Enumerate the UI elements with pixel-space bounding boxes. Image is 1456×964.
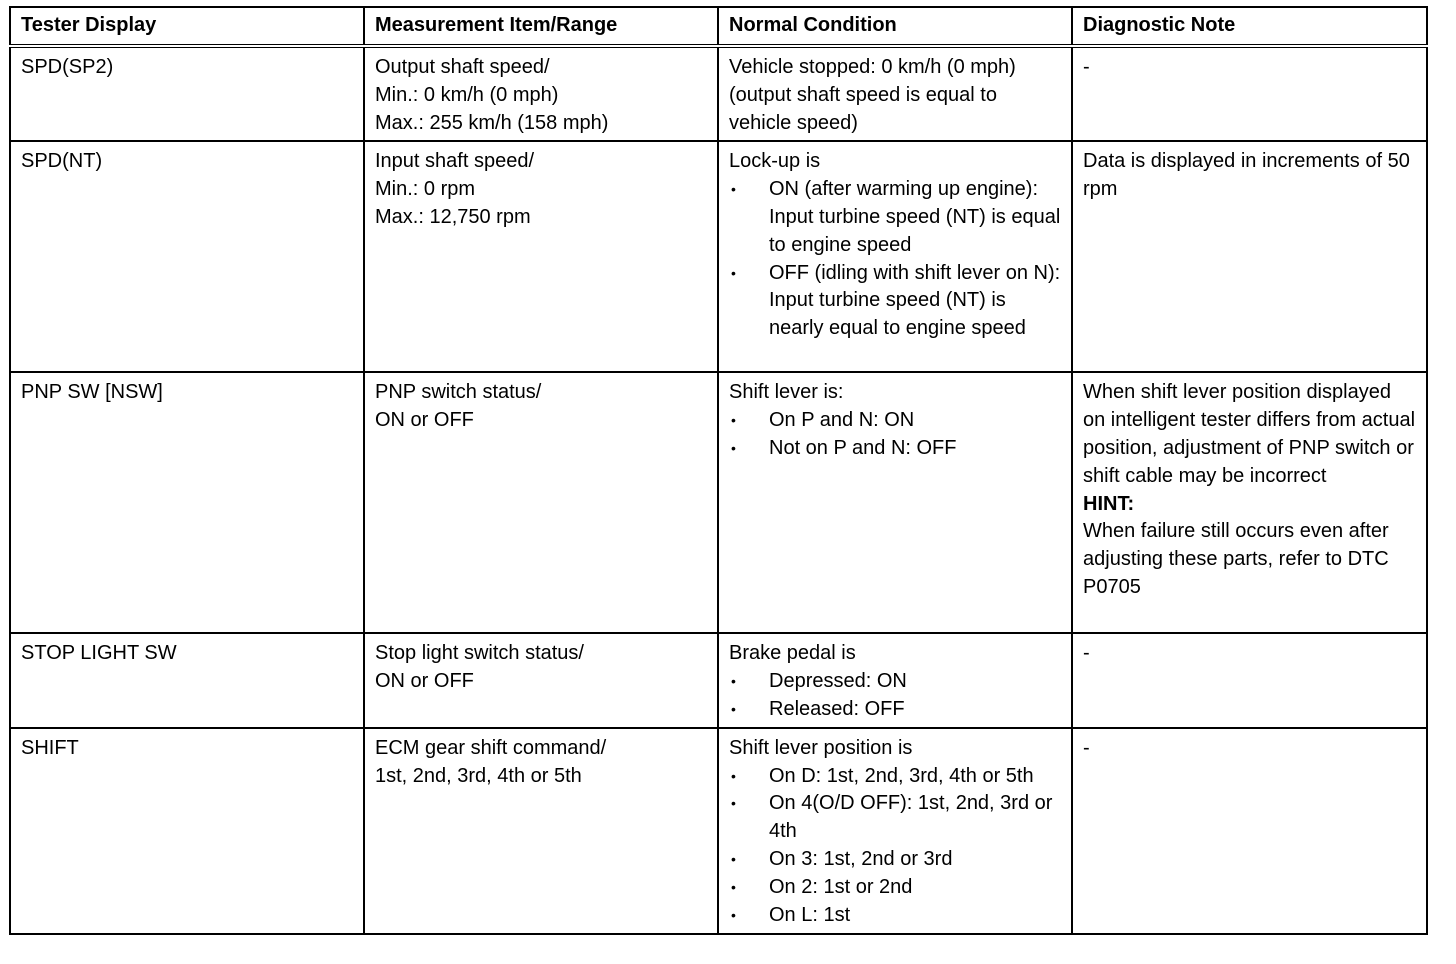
measurement-range-line: Max.: 12,750 rpm — [375, 205, 531, 228]
measurement-range-cell — [364, 728, 718, 934]
measurement-range-line: Input shaft speed/ — [375, 150, 535, 173]
condition-bullet-list — [729, 407, 1063, 463]
condition-intro: Vehicle stopped: 0 km/h (0 mph) (output shaft speed is equal to vehicle speed) — [729, 56, 1016, 134]
measurement-range-line: ON or OFF — [375, 409, 474, 432]
diagnostic-note-text: - — [1083, 56, 1090, 78]
diagnostic-note-cell — [1072, 46, 1427, 141]
condition-bullet-item — [729, 696, 1063, 724]
bullet-icon: • — [731, 795, 736, 812]
header-tester-display: Tester Display — [10, 7, 364, 46]
table-row — [10, 633, 1427, 727]
bullet-icon: • — [731, 264, 736, 281]
data-list-table — [9, 6, 1428, 935]
condition-bullet-text: OFF (idling with shift lever on N): Input turbine speed (NT) is nearly equal to engine speed — [769, 261, 1061, 340]
header-measurement-item: Measurement Item/Range — [364, 7, 718, 46]
table-header-row — [10, 7, 1427, 46]
normal-condition-cell — [718, 46, 1072, 141]
tester-display-cell: PNP SW [NSW] — [10, 372, 364, 633]
table-row — [10, 46, 1427, 141]
diagnostic-note-cell — [1072, 372, 1427, 633]
condition-bullet-text: On L: 1st — [769, 903, 851, 926]
diagnostic-note-cell — [1072, 728, 1427, 934]
diagnostic-note-text: When shift lever position displayed on intelligent tester differs from actual position, adjustment of PNP switch or shift cable may be incorrect — [1083, 381, 1416, 487]
table-row — [10, 372, 1427, 633]
measurement-range-line: Min.: 0 rpm — [375, 178, 476, 201]
condition-intro: Shift lever is: — [729, 381, 844, 404]
measurement-range-cell — [364, 46, 718, 141]
table-row — [10, 141, 1427, 372]
measurement-range-line: ECM gear shift command/ — [375, 736, 607, 759]
bullet-icon: • — [731, 767, 736, 784]
table-row — [10, 728, 1427, 934]
measurement-range-line: Max.: 255 km/h (158 mph) — [375, 111, 609, 134]
condition-bullet-list — [729, 763, 1063, 930]
condition-bullet-list — [729, 668, 1063, 724]
diagnostic-note-text: Data is displayed in increments of 50 rpm — [1083, 150, 1410, 201]
normal-condition-cell — [718, 728, 1072, 934]
condition-bullet-text: ON (after warming up engine): Input turbine speed (NT) is equal to engine speed — [769, 178, 1061, 256]
hint-label: HINT: — [1083, 492, 1135, 515]
condition-intro: Brake pedal is — [729, 642, 856, 665]
normal-condition-cell — [718, 141, 1072, 372]
condition-bullet-text: Not on P and N: OFF — [769, 436, 957, 459]
measurement-range-line: ON or OFF — [375, 670, 474, 693]
bullet-icon: • — [731, 700, 736, 717]
measurement-range-cell — [364, 141, 718, 372]
condition-bullet-text: On 4(O/D OFF): 1st, 2nd, 3rd or 4th — [769, 792, 1053, 843]
condition-bullet-item — [729, 763, 1063, 791]
condition-bullet-text: Depressed: ON — [769, 670, 907, 693]
bullet-icon: • — [731, 439, 736, 456]
measurement-range-line: PNP switch status/ — [375, 381, 542, 404]
bullet-icon: • — [731, 673, 736, 690]
tester-display-cell: SPD(NT) — [10, 141, 364, 372]
bullet-icon: • — [731, 906, 736, 923]
measurement-range-line: Output shaft speed/ — [375, 56, 550, 78]
condition-bullet-text: On 2: 1st or 2nd — [769, 875, 913, 898]
condition-bullet-text: On P and N: ON — [769, 409, 915, 432]
tester-display-cell: SHIFT — [10, 728, 364, 934]
condition-bullet-item — [729, 902, 1063, 930]
condition-bullet-item — [729, 668, 1063, 696]
condition-intro: Lock-up is — [729, 150, 821, 173]
condition-bullet-item — [729, 874, 1063, 902]
measurement-range-cell — [364, 633, 718, 727]
hint-text: When failure still occurs even after adjusting these parts, refer to DTC P0705 — [1083, 520, 1389, 598]
measurement-range-cell — [364, 372, 718, 633]
diagnostic-note-text: - — [1083, 642, 1090, 665]
condition-bullet-list — [729, 176, 1063, 343]
condition-bullet-item — [729, 407, 1063, 435]
condition-bullet-item — [729, 790, 1063, 846]
bullet-icon: • — [731, 181, 736, 198]
table-body — [10, 46, 1427, 934]
diagnostic-note-cell — [1072, 141, 1427, 372]
normal-condition-cell — [718, 372, 1072, 633]
tester-display-cell: SPD(SP2) — [10, 46, 364, 141]
diagnostic-note-text: - — [1083, 736, 1090, 759]
measurement-range-line: Stop light switch status/ — [375, 642, 584, 665]
measurement-range-line: Min.: 0 km/h (0 mph) — [375, 83, 559, 106]
header-diagnostic-note: Diagnostic Note — [1072, 7, 1427, 46]
condition-intro: Shift lever position is — [729, 736, 913, 759]
diagnostic-note-cell — [1072, 633, 1427, 727]
bullet-icon: • — [731, 850, 736, 867]
tester-display-cell: STOP LIGHT SW — [10, 633, 364, 727]
condition-bullet-item — [729, 846, 1063, 874]
measurement-range-line: 1st, 2nd, 3rd, 4th or 5th — [375, 764, 582, 787]
condition-bullet-text: Released: OFF — [769, 697, 905, 720]
condition-bullet-text: On 3: 1st, 2nd or 3rd — [769, 847, 953, 870]
condition-bullet-text: On D: 1st, 2nd, 3rd, 4th or 5th — [769, 764, 1034, 787]
condition-bullet-item — [729, 435, 1063, 463]
header-normal-condition: Normal Condition — [718, 7, 1072, 46]
condition-bullet-item — [729, 260, 1063, 343]
normal-condition-cell — [718, 633, 1072, 727]
condition-bullet-item — [729, 176, 1063, 259]
bullet-icon: • — [731, 878, 736, 895]
bullet-icon: • — [731, 412, 736, 429]
